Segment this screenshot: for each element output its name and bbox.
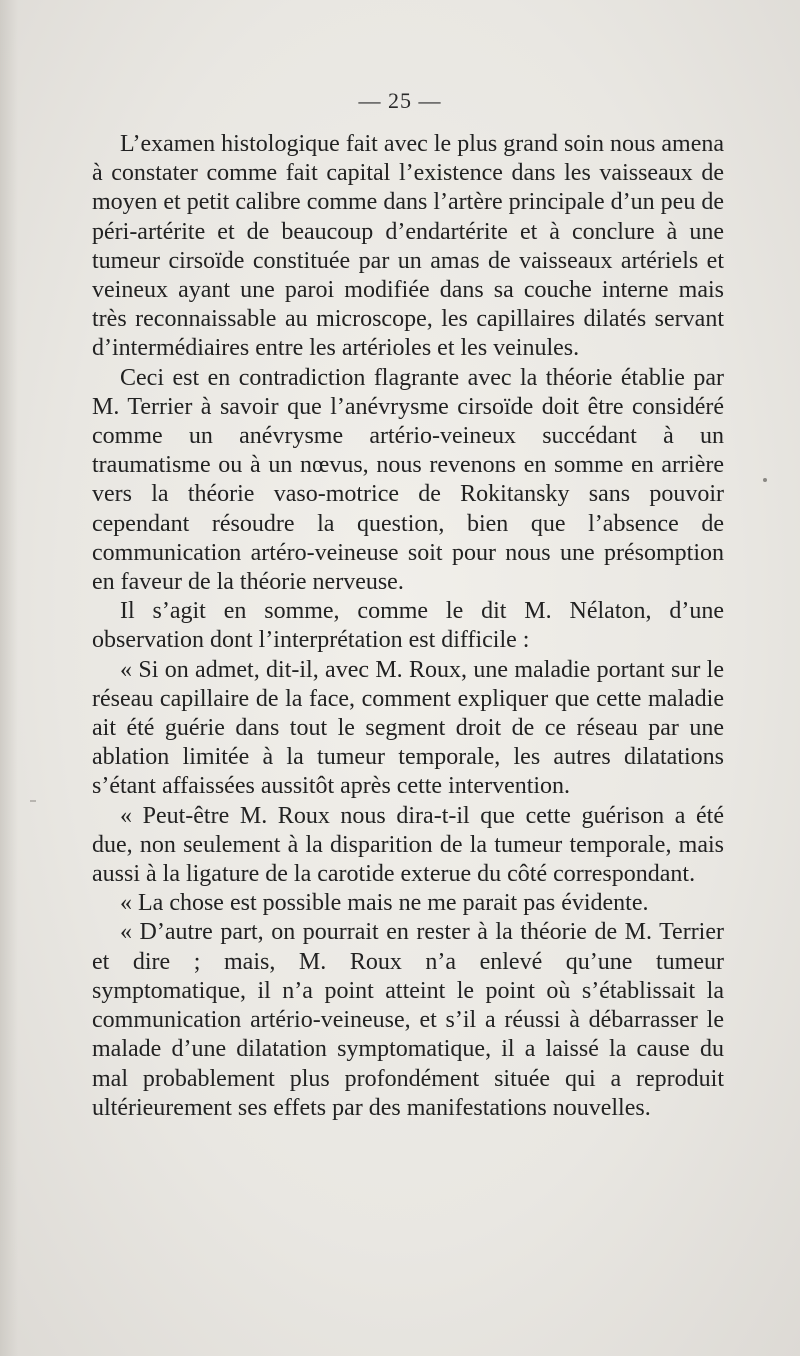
paper-speck <box>763 478 767 482</box>
paragraph: « Si on admet, dit-il, avec M. Roux, une maladie portant sur le réseau capillaire de la face, comment expliquer que cette maladie ait été guérie dans tout le segment droit de ce réseau par une ablation limitée à la tumeur temporale, les autres dilatations s’étant affaissées aussitôt après cette intervention. <box>92 656 724 800</box>
paragraph: Il s’agit en somme, comme le dit M. Nélaton, d’une observation dont l’interprétation est difficile : <box>92 598 724 654</box>
paragraph: « La chose est possible mais ne me parait pas évidente. <box>120 890 649 917</box>
paragraph: « Peut-être M. Roux nous dira-t-il que cette guérison a été due, non seulement à la disparition de la tumeur temporale, mais aussi à la ligature de la carotide exterue du côté correspondant. <box>92 802 724 888</box>
page-gutter-shadow <box>0 0 18 1356</box>
paragraph: « D’autre part, on pourrait en rester à la théorie de M. Terrier et dire ; mais, M. Roux n’a enlevé qu’une tumeur symptomatique, il n’a point atteint le point où s’établissait la communication artério-veineuse, et s’il a réussi à débarrasser le malade d’une dilatation symptomatique, il a laissé la cause du mal probablement plus profondément située qui a reproduit ultérieurement ses effets par des manifestations nouvelles. <box>92 919 724 1121</box>
paragraph: L’examen histologique fait avec le plus grand soin nous amena à constater comme fait capital l’existence dans les vaisseaux de moyen et petit calibre comme dans l’artère principale d’un peu de péri-artérite et de beaucoup d’endartérite et à conclure à une tumeur cirsoïde constituée par un amas de vaisseaux artériels et veineux ayant une paroi modifiée dans sa couche interne mais très reconnaissable au microscope, les capillaires dilatés servant d’intermédiaires entre les artérioles et les veinules. <box>92 131 724 362</box>
paper-mark <box>30 800 36 802</box>
page-number: — 25 — <box>358 88 442 113</box>
paragraph: Ceci est en contradiction flagrante avec la théorie établie par M. Terrier à savoir que l’anévrysme cirsoïde doit être considéré comme un anévrysme artério-veineux succédant à un traumatisme ou à un nœvus, nous revenons en somme en arrière vers la théorie vaso-motrice de Rokitansky sans pouvoir cependant résoudre la question, bien que l’absence de communication artéro-veineuse soit pour nous une présomption en faveur de la théorie nerveuse. <box>92 364 724 596</box>
body-text <box>92 130 724 1123</box>
